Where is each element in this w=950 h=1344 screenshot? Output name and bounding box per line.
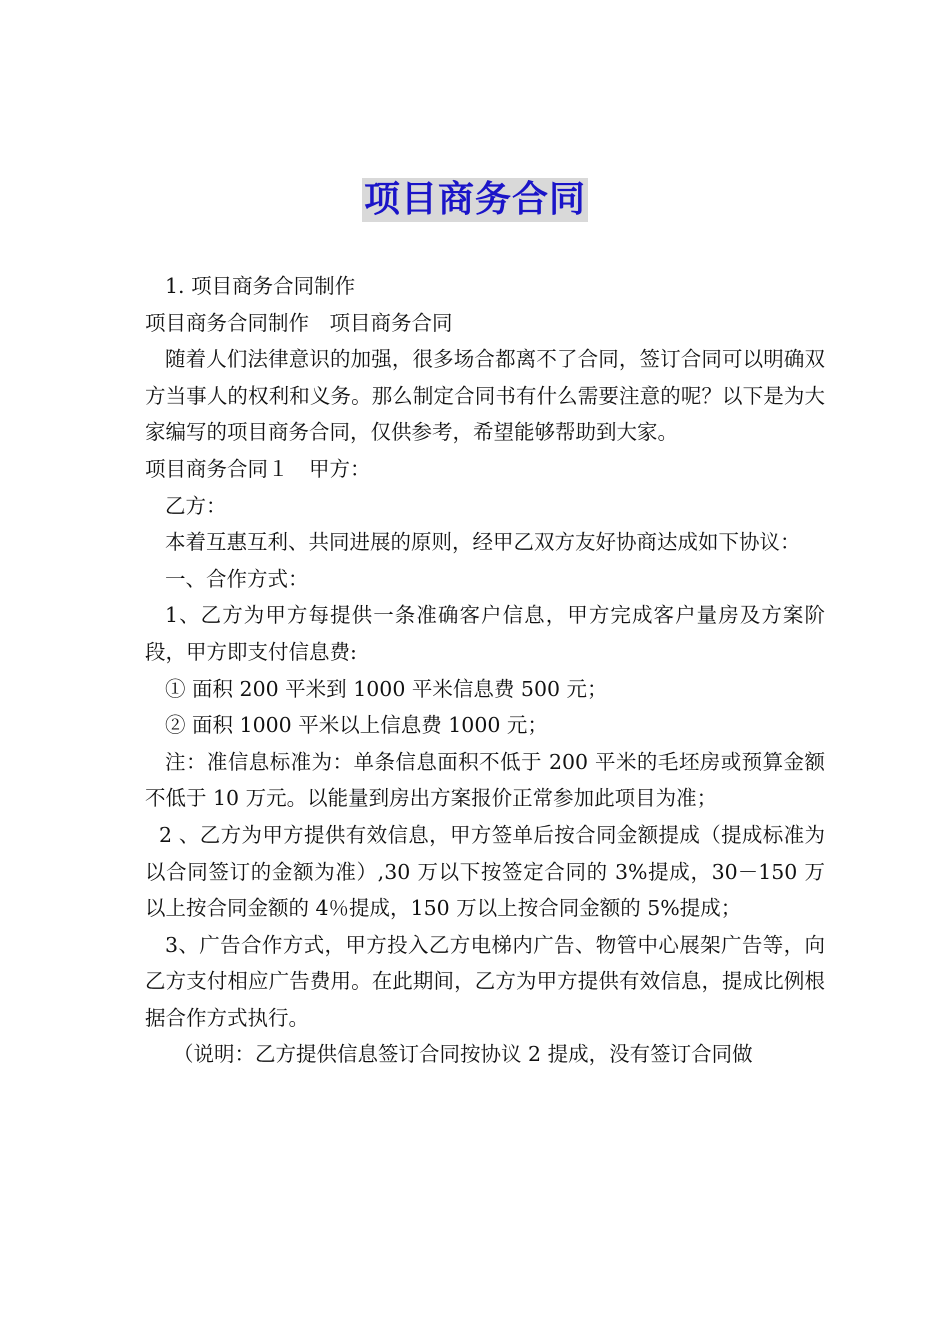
paragraph: 1、乙方为甲方每提供一条准确客户信息，甲方完成客户量房及方案阶段，甲方即支付信息费: <box>145 603 825 664</box>
note-paragraph: 注：准信息标准为：单条信息面积不低于 200 平米的毛坯房或预算金额不低于 10 万元。以能量到房出方案报价正常参加此项目为准； <box>145 749 825 811</box>
paragraph: 项目商务合同１ 甲方： <box>145 456 371 481</box>
list-item: ② 面积 1000 平米以上信息费 1000 元； <box>165 713 548 738</box>
paragraph: 3、广告合作方式，甲方投入乙方电梯内广告、物管中心展架广告等，向乙方支付相应广告费用。在此期间，乙方为甲方提供有效信息，提成比例根据合作方式执行。 <box>145 932 825 1030</box>
paragraph: 随着人们法律意识的加强，很多场合都离不了合同，签订合同可以明确双方当事人的权利和义务。那么制定合同书有什么需要注意的呢？以下是为大家编写的项目商务合同，仅供参考，希望能够帮助到大家。 <box>145 347 825 445</box>
paragraph: 一、合作方式： <box>165 566 309 591</box>
list-item: ① 面积 200 平米到 1000 平米信息费 500 元； <box>165 676 608 701</box>
section-heading: 1. 项目商务合同制作 <box>165 274 356 298</box>
paragraph: 乙方： <box>165 493 227 518</box>
paragraph: 本着互惠互利、共同进展的原则，经甲乙双方友好协商达成如下协议： <box>165 530 801 555</box>
title-container <box>0 178 950 222</box>
document-title: 项目商务合同 <box>363 179 586 220</box>
paragraph: （说明：乙方提供信息签订合同按协议 2 提成，没有签订合同做 <box>173 1042 753 1067</box>
document-body <box>145 268 825 1073</box>
paragraph: 2 、乙方为甲方提供有效信息，甲方签单后按合同金额提成（提成标准为以合同签订的金额为准）,30 万以下按签定合同的 3%提成，30－150 万以上按合同金额的 4％提成，150 万以上按合同金额的 5%提成； <box>145 822 825 921</box>
paragraph: 项目商务合同制作 项目商务合同 <box>145 310 453 335</box>
